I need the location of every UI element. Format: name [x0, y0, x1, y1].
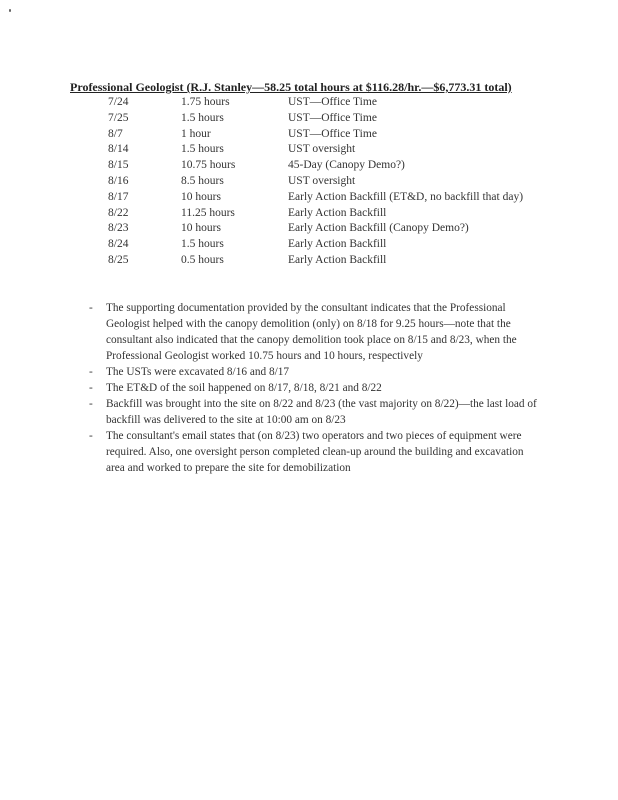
note-text: The USTs were excavated 8/16 and 8/17: [106, 366, 290, 378]
log-row: [0, 253, 618, 269]
log-date: 8/17: [108, 190, 129, 203]
log-date: 7/24: [108, 96, 129, 108]
log-date: 7/25: [108, 111, 129, 124]
bullet-dash: -: [89, 366, 93, 378]
bullet-dash: -: [89, 382, 93, 394]
log-hours: 1 hour: [181, 127, 211, 140]
log-hours: 1.75 hours: [181, 96, 230, 108]
note-text: The ET&D of the soil happened on 8/17, 8/18, 8/21 and 8/22: [106, 382, 382, 394]
log-task: Early Action Backfill: [288, 206, 387, 219]
note-item: [0, 396, 618, 428]
log-hours: 11.25 hours: [181, 206, 235, 219]
bullet-dash: -: [89, 398, 93, 410]
log-row: [0, 111, 618, 127]
note-text: Backfill was brought into the site on 8/22 and 8/23 (the vast majority on 8/22)—the last load of backfill was delivered to the site at 10:00 am on 8/23: [106, 398, 537, 426]
notes-list: [0, 300, 618, 476]
log-date: 8/7: [108, 127, 123, 140]
log-row: [0, 95, 618, 111]
note-item: [0, 364, 618, 380]
note-item: [0, 380, 618, 396]
hours-log: [0, 95, 618, 269]
log-date: 8/14: [108, 143, 129, 156]
log-hours: 1.5 hours: [181, 238, 224, 251]
log-hours: 1.5 hours: [181, 143, 224, 156]
bullet-dash: -: [89, 430, 93, 442]
log-row: [0, 127, 618, 143]
note-item: [0, 300, 618, 364]
log-task: Early Action Backfill (ET&D, no backfill that day): [288, 190, 524, 203]
log-hours: 10 hours: [181, 190, 221, 203]
log-task: Early Action Backfill: [288, 253, 387, 266]
log-row: [0, 221, 618, 237]
log-task: Early Action Backfill (Canopy Demo?): [288, 222, 469, 235]
log-task: UST—Office Time: [288, 111, 377, 124]
note-text: The supporting documentation provided by the consultant indicates that the Professional Geologist helped with the canopy demolition (only) on 8/18 for 9.25 hours—note that the consultant also indicated that the canopy demolition took place on 8/15 and 8/23, when the Professional Geologist worked 10.75 hours and 10 hours, respectively: [106, 302, 517, 362]
log-date: 8/15: [108, 159, 129, 172]
log-date: 8/25: [108, 253, 129, 266]
log-row: [0, 158, 618, 174]
scan-speck: [9, 9, 11, 12]
log-date: 8/24: [108, 238, 129, 251]
log-task: UST—Office Time: [288, 127, 377, 140]
log-row: [0, 174, 618, 190]
log-task: UST—Office Time: [288, 96, 377, 108]
log-date: 8/22: [108, 206, 129, 219]
log-hours: 1.5 hours: [181, 111, 224, 124]
log-task: UST oversight: [288, 143, 356, 156]
log-row: [0, 190, 618, 206]
log-row: [0, 142, 618, 158]
log-hours: 8.5 hours: [181, 174, 224, 187]
bullet-dash: -: [89, 302, 93, 314]
log-row: [0, 206, 618, 222]
note-item: [0, 428, 618, 476]
log-task: Early Action Backfill: [288, 238, 387, 251]
log-row: [0, 237, 618, 253]
log-hours: 0.5 hours: [181, 253, 224, 266]
log-task: 45-Day (Canopy Demo?): [288, 159, 405, 172]
log-task: UST oversight: [288, 174, 356, 187]
log-hours: 10.75 hours: [181, 159, 236, 172]
log-date: 8/23: [108, 222, 129, 235]
note-text: The consultant's email states that (on 8/23) two operators and two pieces of equipment were required. Also, one oversight person completed clean-up around the building and excavation area and worked to prepare the site for demobilization: [106, 430, 524, 474]
log-hours: 10 hours: [181, 222, 221, 235]
section-heading: Professional Geologist (R.J. Stanley—58.25 total hours at $116.28/hr.—$6,773.31 total): [70, 80, 512, 94]
log-date: 8/16: [108, 174, 129, 187]
